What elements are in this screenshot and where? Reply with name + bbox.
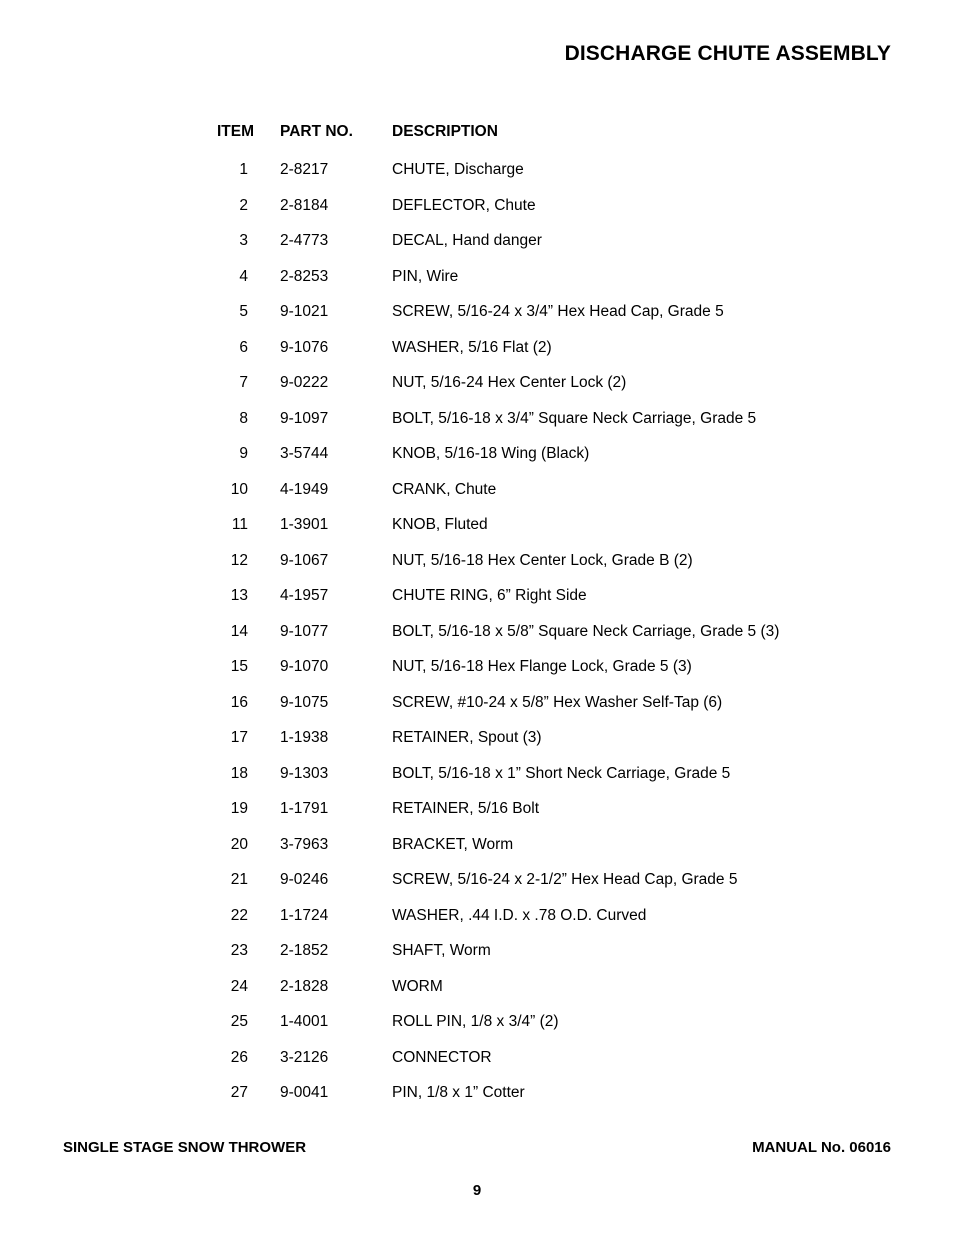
table-row [0, 1010, 954, 1046]
table-row [0, 229, 954, 265]
row-item-number: 8 [239, 409, 248, 427]
table-row [0, 655, 954, 691]
row-item-number: 22 [230, 906, 248, 924]
row-part-number: 9-0246 [280, 871, 329, 888]
row-description: PIN, 1/8 x 1” Cotter [392, 1084, 525, 1101]
row-item-number: 26 [230, 1048, 248, 1066]
row-item-number: 5 [239, 303, 248, 320]
row-description: SHAFT, Worm [392, 942, 491, 959]
row-description: RETAINER, Spout (3) [392, 729, 542, 746]
row-description: WASHER, .44 I.D. x .78 O.D. Curved [392, 906, 647, 924]
row-part-number: 2-1828 [280, 977, 329, 995]
row-description: BOLT, 5/16-18 x 5/8” Square Neck Carriage, Grade 5 (3) [392, 622, 780, 640]
row-part-number: 9-1075 [280, 693, 329, 711]
row-description: CHUTE, Discharge [392, 161, 524, 178]
row-part-number: 1-4001 [280, 1013, 329, 1030]
row-item-number: 18 [230, 764, 248, 782]
row-part-number: 1-1791 [280, 800, 329, 817]
row-part-number: 9-1097 [280, 409, 329, 427]
row-item-number: 20 [230, 835, 248, 853]
table-row [0, 549, 954, 585]
row-description: CHUTE RING, 6” Right Side [392, 587, 587, 604]
row-item-number: 7 [239, 374, 248, 391]
row-item-number: 1 [239, 161, 248, 178]
table-row [0, 975, 954, 1011]
row-description: SCREW, #10-24 x 5/8” Hex Washer Self-Tap (6) [392, 693, 723, 711]
table-row [0, 1046, 954, 1082]
row-description: KNOB, 5/16-18 Wing (Black) [392, 445, 590, 462]
table-row [0, 833, 954, 869]
row-part-number: 2-4773 [280, 232, 329, 249]
row-item-number: 9 [239, 445, 248, 462]
table-row [0, 620, 954, 656]
row-description: BOLT, 5/16-18 x 1” Short Neck Carriage, Grade 5 [392, 764, 731, 782]
table-row [0, 691, 954, 727]
table-row [0, 300, 954, 336]
table-row [0, 371, 954, 407]
row-description: CONNECTOR [392, 1048, 492, 1066]
row-part-number: 9-1076 [280, 338, 329, 356]
row-item-number: 17 [230, 729, 248, 746]
row-item-number: 27 [230, 1084, 248, 1101]
row-description: SCREW, 5/16-24 x 3/4” Hex Head Cap, Grade 5 [392, 303, 724, 320]
row-part-number: 2-8253 [280, 267, 329, 285]
row-item-number: 23 [230, 942, 248, 959]
row-part-number: 1-1724 [280, 906, 329, 924]
row-part-number: 9-1021 [280, 303, 329, 320]
row-description: DECAL, Hand danger [392, 232, 542, 249]
footer-manual-number: MANUAL No. 06016 [752, 1139, 891, 1156]
row-item-number: 12 [230, 551, 248, 569]
row-part-number: 2-8217 [280, 161, 329, 178]
table-row [0, 265, 954, 301]
table-header [0, 123, 954, 143]
row-description: WORM [392, 977, 443, 995]
row-description: NUT, 5/16-24 Hex Center Lock (2) [392, 374, 627, 391]
row-item-number: 16 [230, 693, 248, 711]
row-part-number: 9-0222 [280, 374, 329, 391]
table-row [0, 158, 954, 194]
row-part-number: 1-1938 [280, 729, 329, 746]
table-row [0, 407, 954, 443]
page-title: DISCHARGE CHUTE ASSEMBLY [564, 42, 891, 65]
table-row [0, 904, 954, 940]
row-description: ROLL PIN, 1/8 x 3/4” (2) [392, 1013, 559, 1030]
row-part-number: 9-1067 [280, 551, 329, 569]
table-row [0, 442, 954, 478]
row-description: RETAINER, 5/16 Bolt [392, 800, 540, 817]
row-part-number: 1-3901 [280, 516, 329, 533]
row-item-number: 25 [230, 1013, 248, 1030]
table-row [0, 939, 954, 975]
row-item-number: 21 [230, 871, 248, 888]
row-item-number: 3 [239, 232, 248, 249]
row-description: BRACKET, Worm [392, 835, 514, 853]
row-item-number: 13 [230, 587, 248, 604]
row-part-number: 2-8184 [280, 196, 329, 214]
row-part-number: 2-1852 [280, 942, 329, 959]
row-item-number: 11 [231, 516, 248, 533]
table-row [0, 797, 954, 833]
table-row [0, 868, 954, 904]
row-part-number: 9-1303 [280, 764, 329, 782]
row-part-number: 4-1957 [280, 587, 329, 604]
parts-table [0, 158, 954, 1117]
row-part-number: 4-1949 [280, 480, 329, 498]
row-item-number: 6 [239, 338, 248, 356]
table-row [0, 1081, 954, 1117]
row-part-number: 9-1070 [280, 658, 329, 675]
row-part-number: 9-1077 [280, 622, 329, 640]
row-item-number: 4 [239, 267, 248, 285]
header-part-no: PART NO. [280, 123, 353, 140]
row-description: SCREW, 5/16-24 x 2-1/2” Hex Head Cap, Grade 5 [392, 871, 738, 888]
header-item: ITEM [217, 123, 255, 140]
table-row [0, 478, 954, 514]
row-description: CRANK, Chute [392, 480, 497, 498]
row-part-number: 3-5744 [280, 445, 329, 462]
footer-product-name: SINGLE STAGE SNOW THROWER [63, 1139, 307, 1156]
row-item-number: 19 [230, 800, 248, 817]
table-row [0, 726, 954, 762]
row-item-number: 15 [230, 658, 248, 675]
row-description: BOLT, 5/16-18 x 3/4” Square Neck Carriage, Grade 5 [392, 409, 757, 427]
table-row [0, 336, 954, 372]
row-description: NUT, 5/16-18 Hex Flange Lock, Grade 5 (3) [392, 658, 692, 675]
row-description: DEFLECTOR, Chute [392, 196, 536, 214]
row-part-number: 3-7963 [280, 835, 329, 853]
row-description: KNOB, Fluted [392, 516, 488, 533]
row-part-number: 3-2126 [280, 1048, 329, 1066]
table-row [0, 584, 954, 620]
table-row [0, 513, 954, 549]
row-item-number: 2 [239, 196, 248, 214]
row-item-number: 14 [230, 622, 248, 640]
page-number: 9 [472, 1182, 482, 1199]
table-row [0, 762, 954, 798]
row-description: WASHER, 5/16 Flat (2) [392, 338, 552, 356]
header-description: DESCRIPTION [392, 123, 498, 140]
table-row [0, 194, 954, 230]
row-description: NUT, 5/16-18 Hex Center Lock, Grade B (2) [392, 551, 693, 569]
row-description: PIN, Wire [392, 267, 459, 285]
row-item-number: 10 [230, 480, 248, 498]
row-part-number: 9-0041 [280, 1084, 329, 1101]
row-item-number: 24 [230, 977, 248, 995]
